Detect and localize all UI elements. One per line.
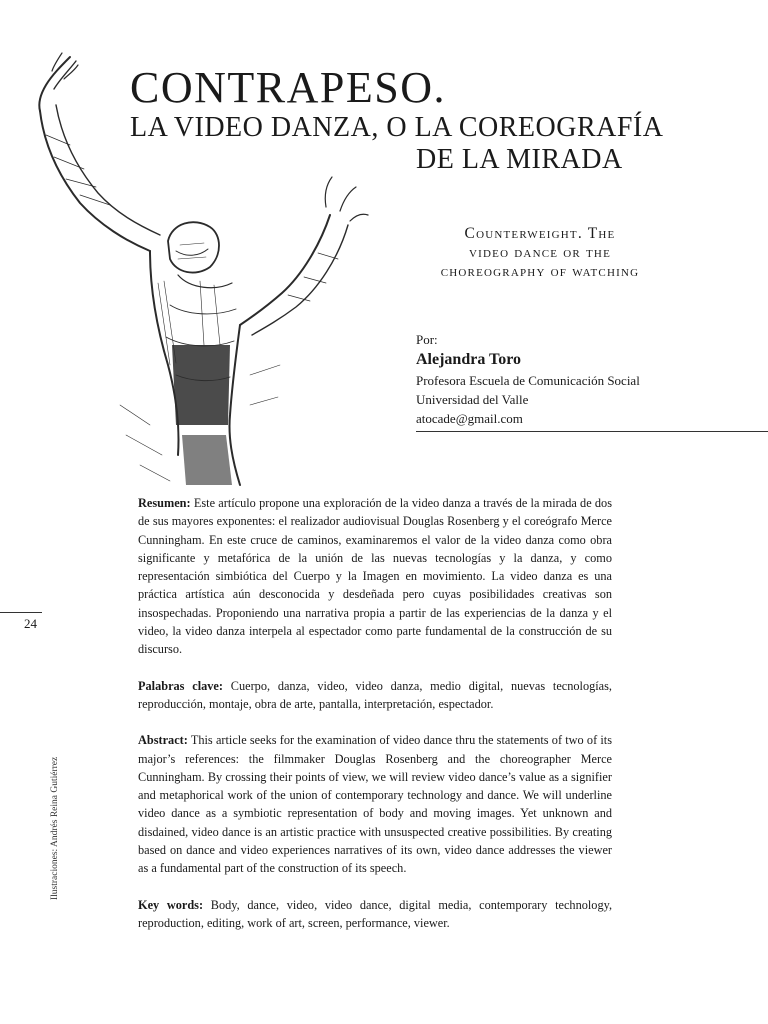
- author-institution: Universidad del Valle: [416, 392, 529, 407]
- page-number: 24: [24, 616, 37, 631]
- palabras-clave-text: Cuerpo, danza, video, video danza, medio digital, nuevas tecnologías, reproducción, montaje, obra de arte, pantalla, interpretación, espectador.: [138, 678, 612, 711]
- by-label: Por:: [416, 332, 438, 347]
- english-title-line-1: Counterweight. The: [464, 225, 616, 242]
- english-title: [400, 224, 680, 281]
- abstract-text: This article seeks for the examination of video dance thru the statements of two of its major’s references: the filmmaker Douglas Rosenberg and the choreographer Merce Cunningham. By crossing their points of view, we will review video dance’s value as a signifier and metaphorical work of the union of contemporary technology and dance. We will underline video dance as a symbiotic representation of body and moving images. Yet unknown and disdained, video dance is an artistic practice with unsuspected creative possibilities. By creating based on dance and video experiences narratives of its own, video dance addresses the viewer as a fundamental part of the construction of its speech.: [138, 733, 612, 876]
- key-words-text: Body, dance, video, video dance, digital media, contemporary technology, reproduction, editing, work of art, screen, performance, viewer.: [138, 897, 613, 930]
- author-name: Alejandra Toro: [416, 351, 522, 368]
- english-title-line-2: video dance or the: [469, 244, 611, 261]
- illustration-credit: Ilustraciones: Andrés Reina Gutiérrez: [50, 756, 60, 900]
- page-number-rule: [0, 612, 42, 613]
- resumen-text: Este artículo propone una exploración de la video danza a través de la mirada de dos de sus mayores exponentes: el realizador audiovisual Douglas Rosenberg y el coreógrafo Merce Cunningham. En este cruce de caminos, examinaremos el valor de la video danza como obra significante y metafórica de la unión de las nuevas tecnologías y la danza, y como representación simbiótica del Cuerpo y la Imagen en movimiento. La video danza es una práctica artística aún desconocida y desdeñada pero cuyas posibilidades creativas son insospechadas. Proponiendo una narrativa propia a partir de las experiencias de la danza y el video, la video danza interpela al espectador como parte fundamental de la construcción de su discurso.: [138, 496, 612, 657]
- palabras-clave-paragraph: [138, 677, 612, 714]
- author-email[interactable]: atocade@gmail.com: [416, 411, 523, 426]
- palabras-clave-label: Palabras clave:: [138, 678, 223, 693]
- english-title-line-3: choreography of watching: [440, 263, 640, 280]
- abstract-paragraph: [138, 731, 612, 877]
- author-block: [416, 330, 640, 428]
- article-title: CONTRAPESO.: [130, 63, 446, 112]
- subtitle-line-1: LA VIDEO DANZA, O LA COREOGRAFÍA: [130, 112, 664, 143]
- key-words-label: Key words:: [138, 897, 204, 912]
- article-subtitle: [130, 112, 670, 176]
- resumen-paragraph: [138, 494, 612, 659]
- author-position: Profesora Escuela de Comunicación Social: [416, 373, 640, 388]
- key-words-paragraph: [138, 896, 612, 933]
- resumen-label: Resumen:: [138, 496, 191, 510]
- abstract-label: Abstract:: [138, 733, 188, 748]
- author-divider: [416, 431, 768, 432]
- subtitle-line-2: DE LA MIRADA: [416, 144, 623, 175]
- article-body: [138, 494, 612, 950]
